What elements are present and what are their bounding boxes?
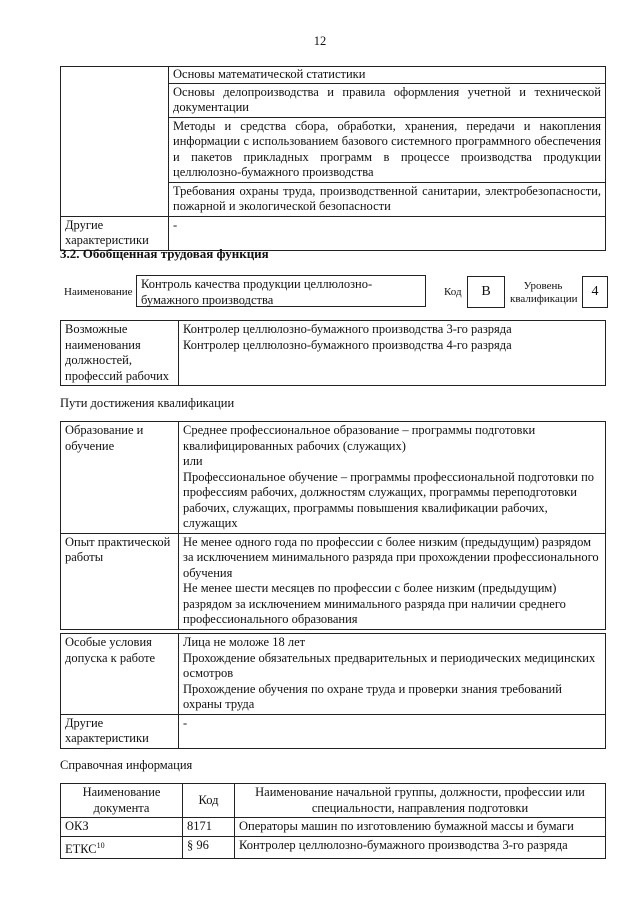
education-line: Среднее профессиональное образование – программы подготовки квалифицированных рабочих (служащих) <box>183 423 536 453</box>
code-cell: 8171 <box>183 818 235 837</box>
knowledge-item: Требования охраны труда, производственной санитарии, электробезопасности, пожарной и экологической безопасности <box>169 182 606 216</box>
ways-title: Пути достижения квалификации <box>60 396 235 410</box>
code-label: Код <box>444 286 462 298</box>
name-cell: Операторы машин по изготовлению бумажной массы и бумаги <box>235 818 606 837</box>
experience-line: Не менее одного года по профессии с более низким (предыдущим) разрядом за исключением минимального разряда при прохождении профессионального обучения <box>183 534 599 580</box>
education-value <box>179 422 606 534</box>
code-cell: § 96 <box>183 836 235 859</box>
conditions-table <box>60 633 606 749</box>
experience-value <box>179 533 606 629</box>
education-label: Образование и обучение <box>61 422 179 534</box>
other-characteristics-value: - <box>169 216 606 250</box>
other-characteristics-value: - <box>179 714 606 748</box>
position-item: Контролер целлюлозно-бумажного производства 4-го разряда <box>183 337 512 352</box>
condition-line: Лица не моложе 18 лет <box>183 635 306 649</box>
footnote-ref: 10 <box>96 840 105 850</box>
positions-table <box>60 320 606 386</box>
name-cell: Контролер целлюлозно-бумажного производства 3-го разряда <box>235 836 606 859</box>
condition-line: Прохождение обязательных предварительных и периодических медицинских осмотров <box>183 650 596 680</box>
name-value: Контроль качества продукции целлюлозно-бумажного производства <box>136 275 426 307</box>
knowledge-item: Основы делопроизводства и правила оформления учетной и технической документации <box>169 83 606 117</box>
special-conditions-value <box>179 634 606 715</box>
level-label: Уровень квалификации <box>510 280 578 305</box>
page-number: 12 <box>313 34 327 48</box>
code-value: В <box>467 276 505 308</box>
table-row <box>61 818 606 837</box>
empty-label-cell <box>61 67 169 217</box>
level-value: 4 <box>582 276 608 308</box>
positions-label: Возможные наименования должностей, профессий рабочих <box>61 321 179 386</box>
doc-cell <box>61 836 183 859</box>
header-name: Наименование начальной группы, должности, профессии или специальности, направления подготовки <box>235 784 606 818</box>
reference-table <box>60 783 606 859</box>
name-label: Наименование <box>64 286 133 298</box>
doc-text: ЕТКС <box>65 841 97 856</box>
education-line: Профессиональное обучение – программы профессиональной подготовки по профессиям рабочих, должностям служащих, программы переподготовки рабочих, служащих, программы повышения квалификации рабочих, служащих <box>183 469 595 530</box>
position-item: Контролер целлюлозно-бумажного производства 3-го разряда <box>183 322 512 336</box>
condition-line: Прохождение обучения по охране труда и проверки знания требований охраны труда <box>183 681 562 711</box>
experience-label: Опыт практической работы <box>61 533 179 629</box>
knowledge-item: Методы и средства сбора, обработки, хранения, передачи и накопления информации с использованием базового системного программного обеспечения и пакетов прикладных программ в процессе производства продукции целлюлозно-бумажного производства <box>169 117 606 182</box>
other-characteristics-label: Другие характеристики <box>61 216 169 250</box>
section-title: 3.2. Обобщенная трудовая функция <box>60 246 269 261</box>
experience-line: Не менее шести месяцев по профессии с более низким (предыдущим) разрядом за исключением минимального разряда при наличии среднего профессионального образования <box>183 581 566 626</box>
knowledge-item: Основы математической статистики <box>169 67 606 84</box>
education-line: или <box>183 454 203 468</box>
header-code: Код <box>183 784 235 818</box>
other-characteristics-label: Другие характеристики <box>61 714 179 748</box>
header-document: Наименование документа <box>61 784 183 818</box>
table-row <box>61 836 606 859</box>
knowledge-table <box>60 66 606 251</box>
reference-title: Справочная информация <box>60 758 193 772</box>
doc-cell: ОКЗ <box>61 818 183 837</box>
special-conditions-label: Особые условия допуска к работе <box>61 634 179 715</box>
ways-table <box>60 421 606 630</box>
positions-values <box>179 321 606 386</box>
